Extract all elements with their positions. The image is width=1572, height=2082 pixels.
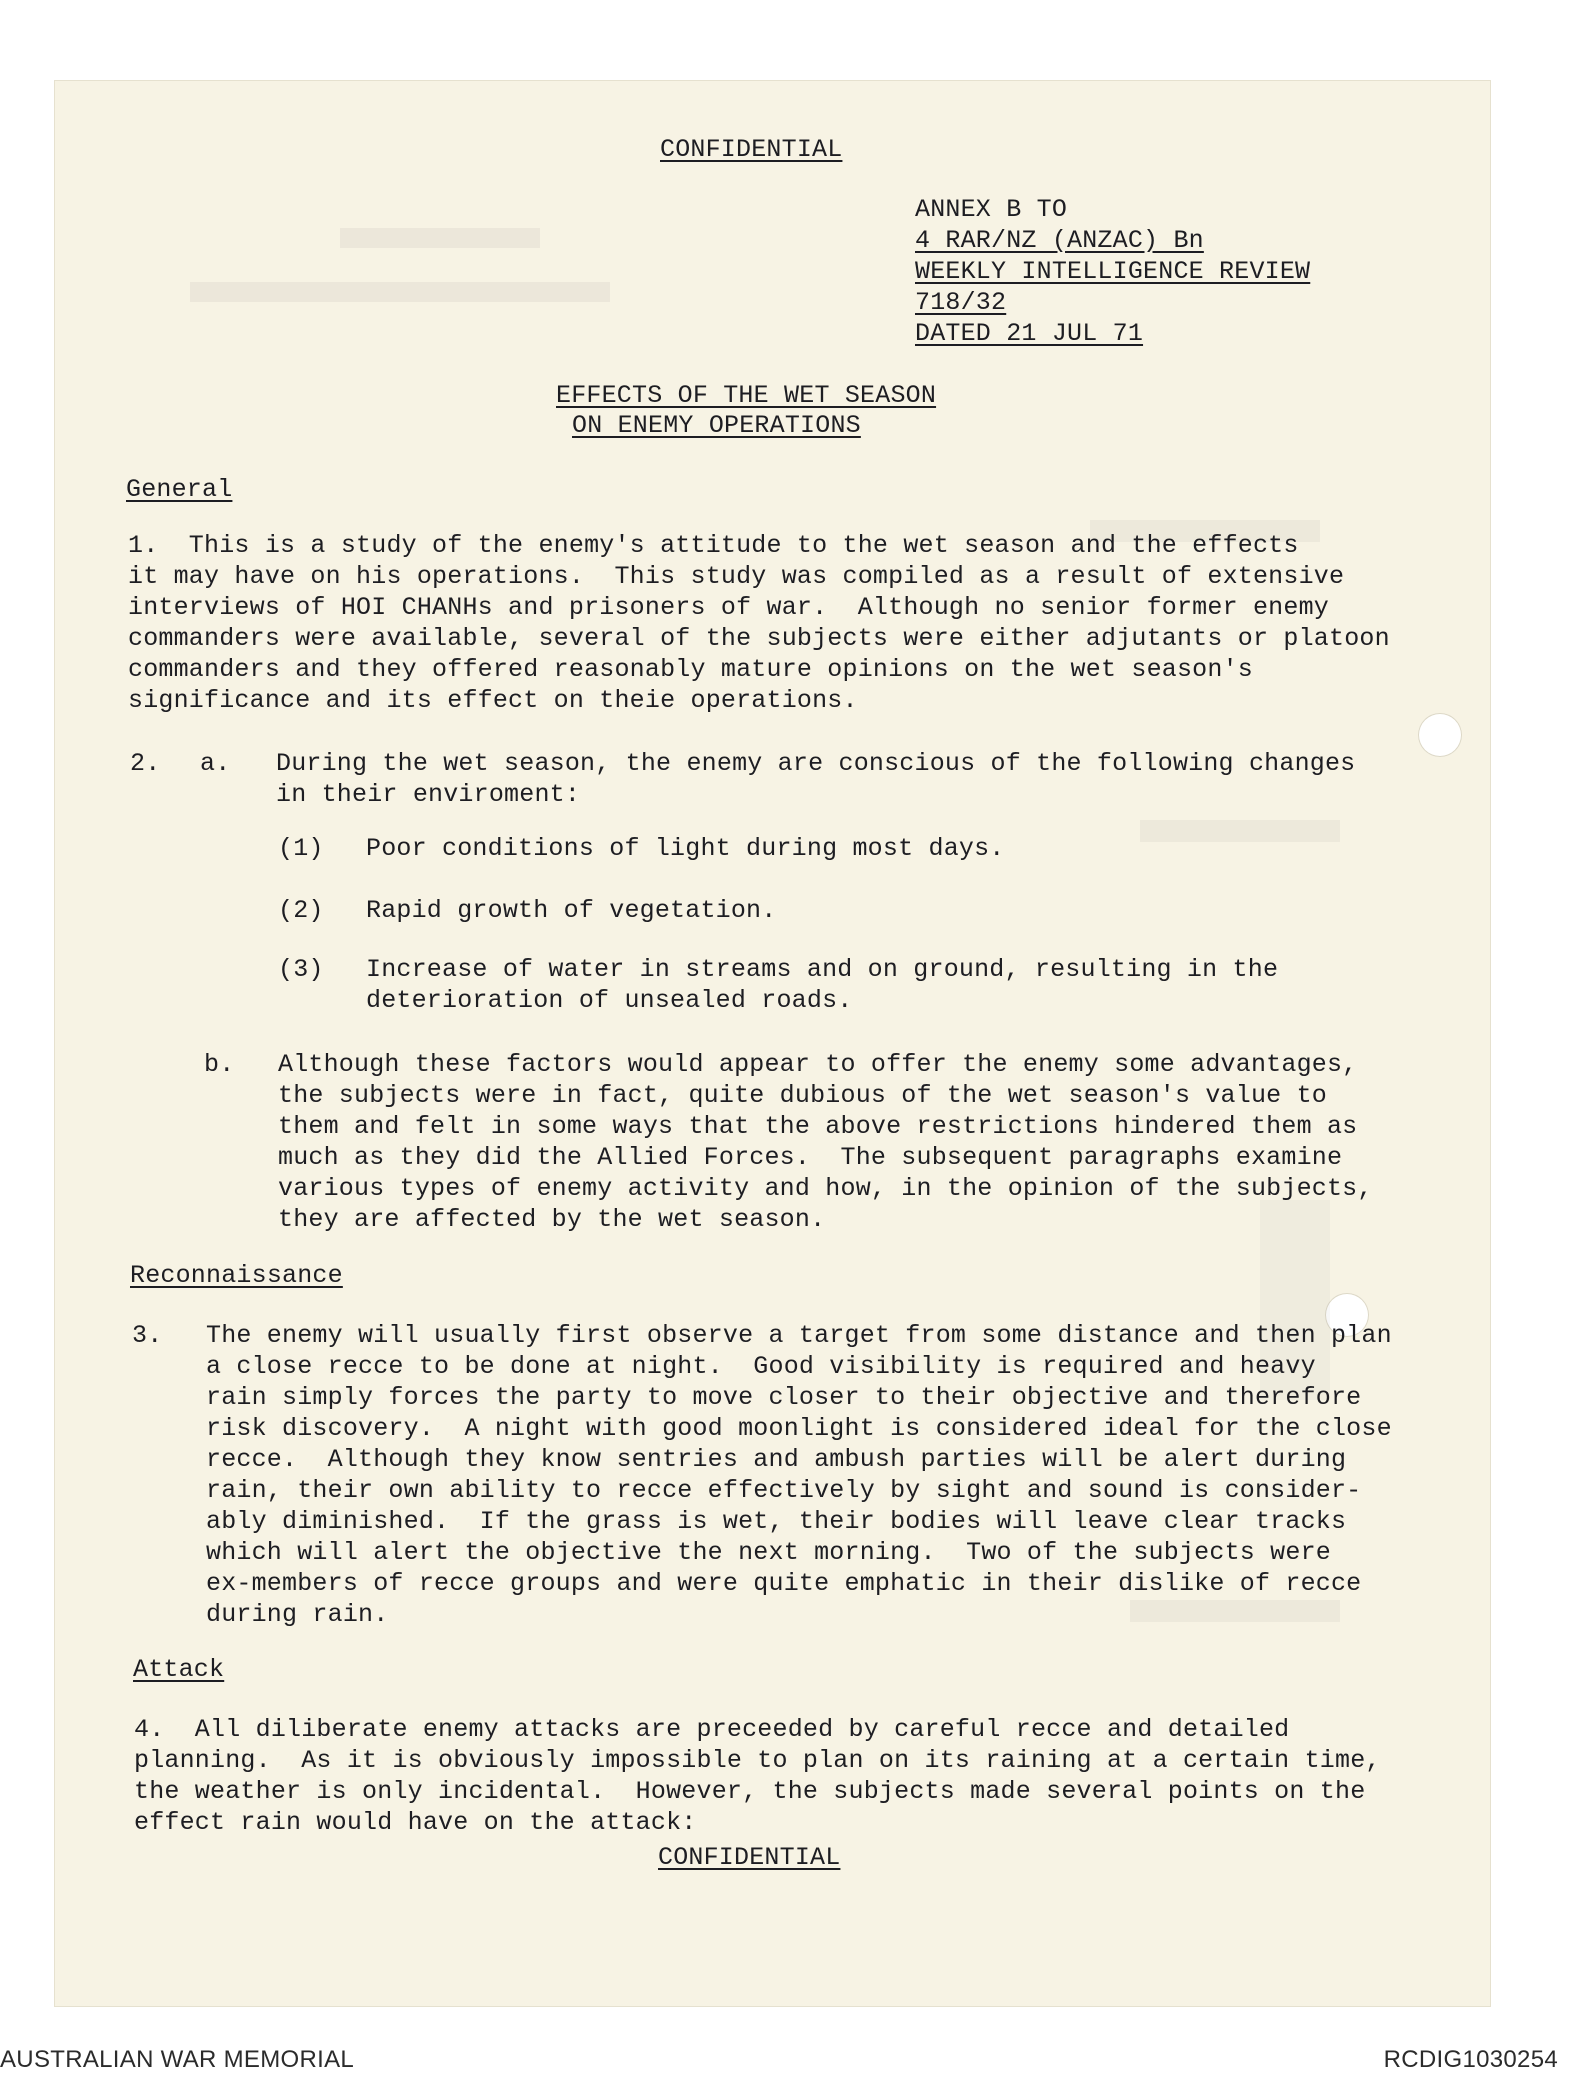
text-line: various types of enemy activity and how, in the opinion of the subjects, bbox=[278, 1174, 1373, 1203]
title-line: EFFECTS OF THE WET SEASON bbox=[556, 381, 937, 410]
heading-general: General bbox=[126, 475, 233, 504]
text-line: interviews of HOI CHANHs and prisoners of war. Although no senior former enemy bbox=[128, 593, 1329, 622]
text-line: deterioration of unsealed roads. bbox=[366, 986, 853, 1015]
text-line: the subjects were in fact, quite dubious of the wet season's value to bbox=[278, 1081, 1327, 1110]
text-line: The enemy will usually first observe a target from some distance and then plan bbox=[206, 1321, 1392, 1350]
title-line: ON ENEMY OPERATIONS bbox=[572, 411, 861, 440]
text-line: ably diminished. If the grass is wet, their bodies will leave clear tracks bbox=[206, 1507, 1347, 1536]
text-line: significance and its effect on theie operations. bbox=[128, 686, 858, 715]
text-line: risk discovery. A night with good moonlight is considered ideal for the close bbox=[206, 1414, 1392, 1443]
text-line: Increase of water in streams and on ground, resulting in the bbox=[366, 955, 1279, 984]
text-line: the weather is only incidental. However, the subjects made several points on the bbox=[134, 1777, 1366, 1806]
classification-top: CONFIDENTIAL bbox=[660, 135, 843, 164]
paragraph-number: 3. bbox=[132, 1321, 163, 1350]
text-line: During the wet season, the enemy are conscious of the following changes bbox=[276, 749, 1356, 778]
archive-label: AUSTRALIAN WAR MEMORIAL bbox=[0, 2046, 355, 2073]
text-line: ex-members of recce groups and were quite emphatic in their dislike of recce bbox=[206, 1569, 1362, 1598]
text-line: rain, their own ability to recce effectively by sight and sound is consider- bbox=[206, 1476, 1362, 1505]
heading-reconnaissance: Reconnaissance bbox=[130, 1261, 343, 1290]
text-line: much as they did the Allied Forces. The subsequent paragraphs examine bbox=[278, 1143, 1343, 1172]
text-line: Although these factors would appear to offer the enemy some advantages, bbox=[278, 1050, 1358, 1079]
text-line: commanders were available, several of the subjects were either adjutants or platoon bbox=[128, 624, 1390, 653]
text-line: 4. All diliberate enemy attacks are preceeded by careful recce and detailed bbox=[134, 1715, 1290, 1744]
text-line: a close recce to be done at night. Good visibility is required and heavy bbox=[206, 1352, 1316, 1381]
annex-line: 4 RAR/NZ (ANZAC) Bn bbox=[915, 226, 1204, 255]
text-line: during rain. bbox=[206, 1600, 389, 1629]
text-line: Rapid growth of vegetation. bbox=[366, 896, 777, 925]
paragraph-number: 2. bbox=[130, 749, 161, 778]
sub-letter: a. bbox=[200, 749, 231, 778]
annex-line: 718/32 bbox=[915, 288, 1007, 317]
text-line: recce. Although they know sentries and ambush parties will be alert during bbox=[206, 1445, 1347, 1474]
text-line: planning. As it is obviously impossible to plan on its raining at a certain time, bbox=[134, 1746, 1381, 1775]
text-line: which will alert the objective the next morning. Two of the subjects were bbox=[206, 1538, 1331, 1567]
text-line: they are affected by the wet season. bbox=[278, 1205, 826, 1234]
text-line: 1. This is a study of the enemy's attitude to the wet season and the effects bbox=[128, 531, 1299, 560]
item-number: (3) bbox=[278, 955, 324, 984]
item-number: (2) bbox=[278, 896, 324, 925]
sub-letter: b. bbox=[204, 1050, 235, 1079]
text-line: them and felt in some ways that the above restrictions hindered them as bbox=[278, 1112, 1358, 1141]
annex-line: ANNEX B TO bbox=[915, 195, 1068, 224]
punch-hole bbox=[1418, 713, 1462, 757]
annex-line: WEEKLY INTELLIGENCE REVIEW bbox=[915, 257, 1311, 286]
text-line: effect rain would have on the attack: bbox=[134, 1808, 697, 1837]
item-number: (1) bbox=[278, 834, 324, 863]
text-line: Poor conditions of light during most days. bbox=[366, 834, 1005, 863]
archive-id: RCDIG1030254 bbox=[1383, 2046, 1558, 2073]
classification-bottom: CONFIDENTIAL bbox=[658, 1843, 841, 1872]
heading-attack: Attack bbox=[133, 1655, 225, 1684]
text-line: it may have on his operations. This study was compiled as a result of extensive bbox=[128, 562, 1345, 591]
text-line: in their enviroment: bbox=[276, 780, 581, 809]
text-line: rain simply forces the party to move closer to their objective and therefore bbox=[206, 1383, 1362, 1412]
annex-line: DATED 21 JUL 71 bbox=[915, 319, 1144, 348]
text-line: commanders and they offered reasonably mature opinions on the wet season's bbox=[128, 655, 1253, 684]
